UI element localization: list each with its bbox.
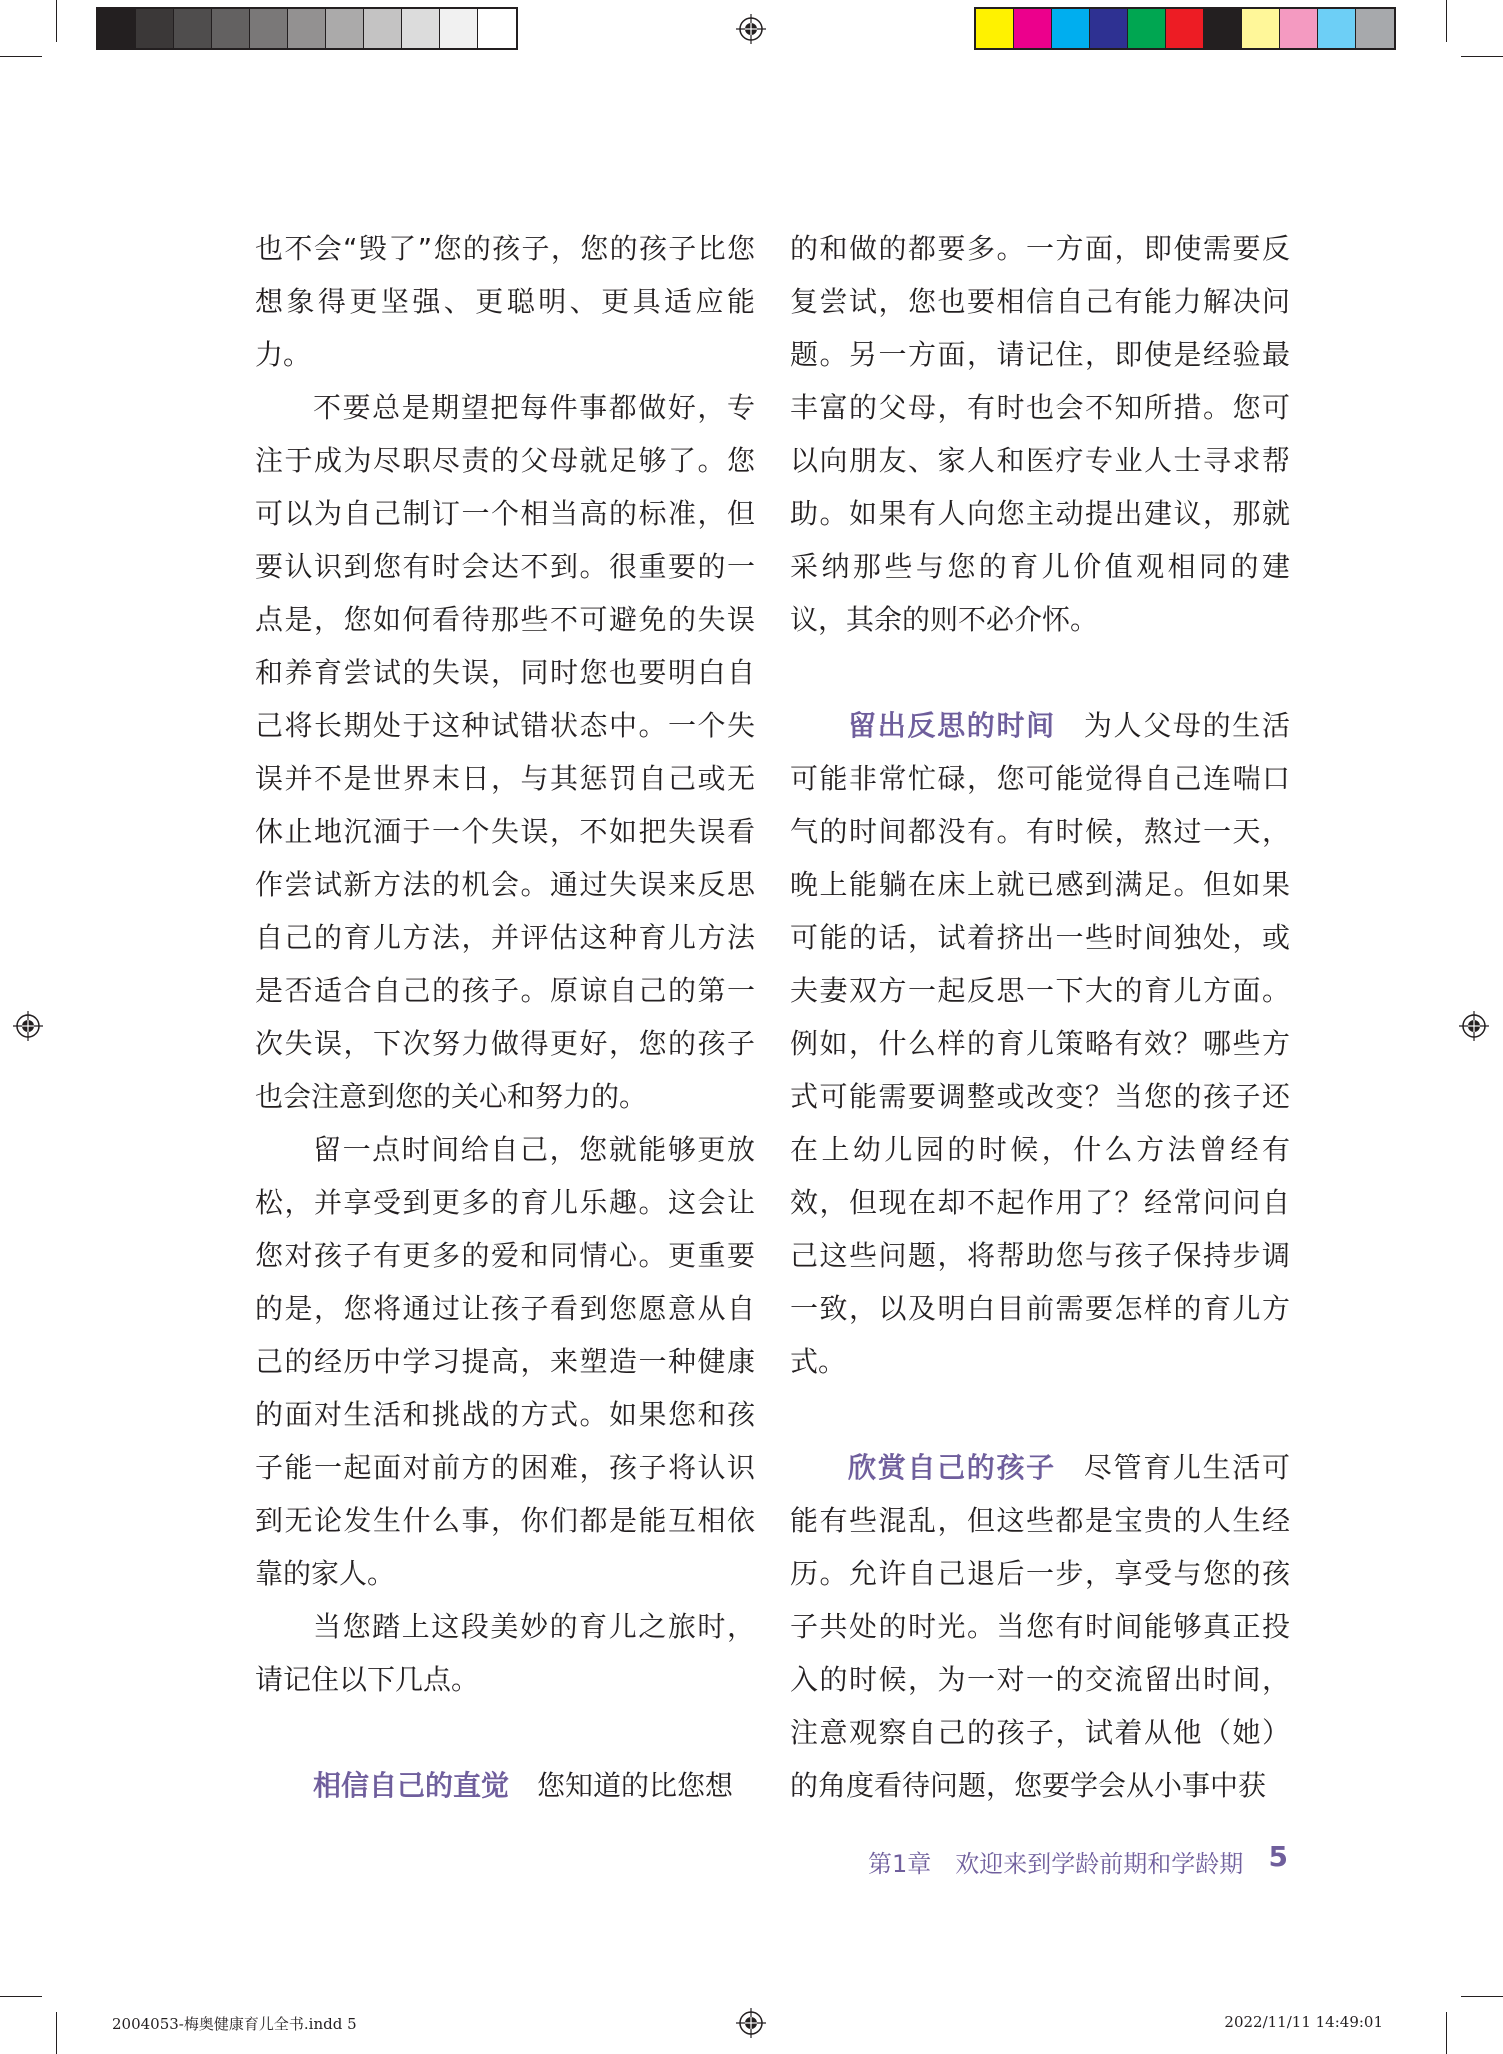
chapter-title: 第1章 欢迎来到学龄前期和学龄期 (868, 1850, 1244, 1878)
color-swatch (1204, 9, 1242, 48)
color-swatch (440, 9, 478, 48)
crop-mark (56, 2012, 57, 2054)
section-heading: 留出反思的时间 (848, 709, 1056, 742)
body-paragraph: 也不会“毁了”您的孩子，您的孩子比您想象得更坚强、更聪明、更具适应能力。 (255, 232, 755, 371)
color-swatch (1090, 9, 1128, 48)
crop-mark (56, 0, 57, 42)
registration-mark-icon (13, 1011, 43, 1041)
color-swatch (1052, 9, 1090, 48)
section-text: 您知道的比您想 (537, 1769, 734, 1802)
color-swatch (976, 9, 1014, 48)
color-swatch (1128, 9, 1166, 48)
color-swatch (1014, 9, 1052, 48)
color-swatch (478, 9, 516, 48)
color-swatch (1166, 9, 1204, 48)
color-swatch (174, 9, 212, 48)
registration-mark-icon (736, 14, 766, 44)
slug-timestamp: 2022/11/11 14:49:01 (1224, 2013, 1383, 2031)
left-text-column (255, 222, 755, 1812)
registration-mark-icon (1459, 1011, 1489, 1041)
section-paragraph (255, 1759, 755, 1812)
color-swatch (364, 9, 402, 48)
crop-mark (1461, 1996, 1503, 1997)
body-paragraph: 留一点时间给自己，您就能够更放松，并享受到更多的育儿乐趣。这会让您对孩子有更多的爱和同情心。更重要的是，您将通过让孩子看到您愿意从自己的经历中学习提高，来塑造一种健康的面对生活和挑战的方式。如果您和孩子能一起面对前方的困难，孩子将认识到无论发生什么事，你们都是能互相依靠的家人。 (255, 1133, 755, 1590)
crop-mark (0, 1996, 42, 1997)
color-swatch (1280, 9, 1318, 48)
crop-mark (0, 56, 42, 57)
crop-mark (1446, 2012, 1447, 2054)
slug-filename: 2004053-梅奥健康育儿全书.indd 5 (112, 2015, 357, 2033)
grayscale-color-bar (96, 7, 518, 50)
registration-mark-icon (736, 2008, 766, 2038)
color-swatch (402, 9, 440, 48)
crop-mark (1446, 0, 1447, 42)
section-text: 为人父母的生活可能非常忙碌，您可能觉得自己连喘口气的时间都没有。有时候，熬过一天，晚上能躺在床上就已感到满足。但如果可能的话，试着挤出一些时间独处，或夫妻双方一起反思一下大的育儿方面。例如，什么样的育儿策略有效？哪些方式可能需要调整或改变？当您的孩子还在上幼儿园的时候，什么方法曾经有效，但现在却不起作用了？经常问问自己这些问题，将帮助您与孩子保持步调一致，以及明白目前需要怎样的育儿方式。 (790, 709, 1290, 1378)
right-text-column (790, 222, 1290, 1812)
section-text: 尽管育儿生活可能有些混乱，但这些都是宝贵的人生经历。允许自己退后一步，享受与您的孩子共处的时光。当您有时间能够真正投入的时候，为一对一的交流留出时间，注意观察自己的孩子，试着从他（她）的角度看待问题，您要学会从小事中获 (790, 1451, 1290, 1802)
section-paragraph (790, 699, 1290, 1388)
color-swatch (1356, 9, 1394, 48)
running-footer (868, 1840, 1288, 1880)
crop-mark (1461, 56, 1503, 57)
page-number: 5 (1268, 1840, 1288, 1873)
section-paragraph (790, 1441, 1290, 1812)
body-paragraph: 当您踏上这段美妙的育儿之旅时，请记住以下几点。 (255, 1610, 755, 1696)
color-swatch (250, 9, 288, 48)
process-color-bar (974, 7, 1396, 50)
body-paragraph: 的和做的都要多。一方面，即使需要反复尝试，您也要相信自己有能力解决问题。另一方面，请记住，即使是经验最丰富的父母，有时也会不知所措。您可以向朋友、家人和医疗专业人士寻求帮助。如果有人向您主动提出建议，那就采纳那些与您的育儿价值观相同的建议，其余的则不必介怀。 (790, 232, 1290, 636)
color-swatch (98, 9, 136, 48)
body-paragraph: 不要总是期望把每件事都做好，专注于成为尽职尽责的父母就足够了。您可以为自己制订一个相当高的标准，但要认识到您有时会达不到。很重要的一点是，您如何看待那些不可避免的失误和养育尝试的失误，同时您也要明白自己将长期处于这种试错状态中。一个失误并不是世界末日，与其惩罚自己或无休止地沉湎于一个失误，不如把失误看作尝试新方法的机会。通过失误来反思自己的育儿方法，并评估这种育儿方法是否适合自己的孩子。原谅自己的第一次失误，下次努力做得更好，您的孩子也会注意到您的关心和努力的。 (255, 391, 755, 1113)
color-swatch (136, 9, 174, 48)
color-swatch (288, 9, 326, 48)
section-heading: 相信自己的直觉 (313, 1769, 510, 1802)
color-swatch (326, 9, 364, 48)
color-swatch (1242, 9, 1280, 48)
color-swatch (212, 9, 250, 48)
color-swatch (1318, 9, 1356, 48)
section-heading: 欣赏自己的孩子 (848, 1451, 1056, 1484)
